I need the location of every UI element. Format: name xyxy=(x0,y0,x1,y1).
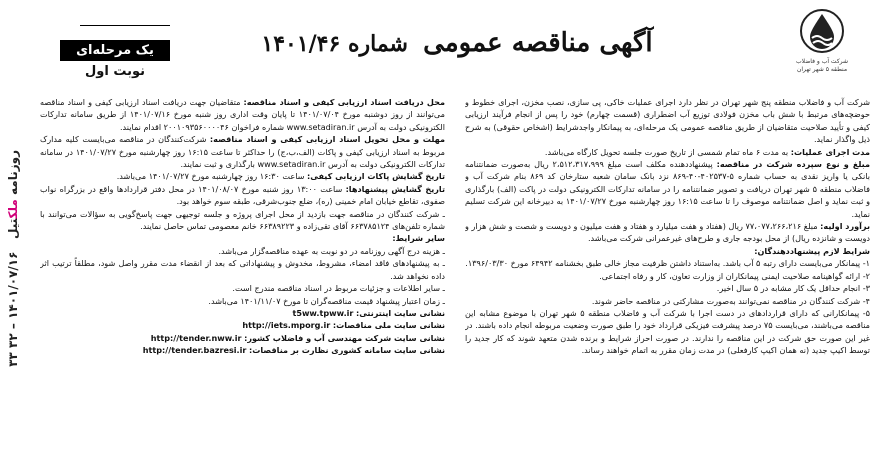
site-link-4[interactable]: http://tender.bazresi.ir xyxy=(142,345,247,356)
right-column xyxy=(465,96,870,458)
logo-caption-2: منطقه ۵ شهر تهران xyxy=(796,66,848,73)
duration-label: مدت اجرای عملیات: xyxy=(790,146,870,157)
contact-text: ـ شرکت کنندگان در مناقصه جهت بازدید از محل اجرای پروژه و جلسه توجیهی جهت پاسخ‌گویی به سؤالات می‌توانند با شماره تلفن‌های ۶۶۳۷۸۵۱۲۴ آقای تقی‌زاده و ۶۶۳۸۹۲۲۳ خانم معصومی تماس حاصل نمایند. xyxy=(40,208,445,232)
stage-badge: یک مرحله‌ای xyxy=(60,40,170,61)
site-label-4: نشانی سایت سامانه کشوری نظارت بر مناقصات: xyxy=(248,345,445,356)
logo-caption-1: شرکت آب و فاضلاب xyxy=(795,58,849,65)
title-block xyxy=(197,28,717,58)
newspaper-suffix: تیل xyxy=(6,218,20,240)
newspaper-side-strip xyxy=(0,0,34,467)
company-logo xyxy=(787,8,857,92)
other-condition-2: ـ به پیشنهادهای فاقد امضاء، مشروط، مخدوش و پیشنهاداتی که بعد از انقضاء مدت مقرر واصل شود، مطلقاً ترتیب اثر داده نخواهد شد. xyxy=(40,258,445,281)
condition-5: ۵- پیمانکارانی که دارای قراردادهای در دست اجرا با شرکت آب و فاضلاب منطقه ۵ شهر تهران با موضوع مشابه این مناقصه می‌باشند، می‌بایست ۷۵ درصد پیشرفت فیزیکی قرارداد خود را طبق صورت وضعیت مربوطه انجام داده باشند. در غیر این صورت حق شرکت در این مناقصه را ندارند. در صورت احراز شرایط و برنده شدن متعهد شوند که کار جدید را توسط اکیپ جدید (نه همان اکیپ کارفعلی) در مدت زمان مقرر به اتمام خواهند رساند. xyxy=(465,307,870,356)
tender-number: شماره ۱۴۰۱/۴۶ xyxy=(261,31,408,57)
site-link-2[interactable]: http://iets.mporg.ir xyxy=(242,320,331,331)
eval-opening-label: تاریخ گشایش پاکات ارزیابی کیفی: xyxy=(307,171,445,182)
docs-label: محل دریافت اسناد ارزیابی کیفی و اسناد مناقصه: xyxy=(243,97,445,107)
round-label: نوبت اول xyxy=(84,64,146,79)
condition-1: ۱- پیمانکار می‌بایست دارای رتبه ۵ آب باشد. به‌استناد داشتن ظرفیت مجاز خالی طبق بخشنامه ۶۴۹۴۲ مورخ ۱۳۹۶/۰۳/۳۰. xyxy=(465,258,870,269)
other-conditions-label: سایر شرایط: xyxy=(392,233,445,244)
left-column xyxy=(40,96,445,458)
deadline-label: مهلت و محل تحویل اسناد ارزیابی کیفی و اسناد مناقصه: xyxy=(209,134,445,145)
condition-3: ۳- انجام حداقل یک کار مشابه در ۵ سال اخیر. xyxy=(716,283,870,294)
condition-4: ۴- شرکت کنندگان در مناقصه نمی‌توانند به‌صورت مشارکتی در مناقصه حاضر شوند. xyxy=(591,295,870,306)
other-condition-3: ـ سایر اطلاعات و جزئیات مربوط در اسناد مناقصه مندرج است. xyxy=(232,283,445,294)
newspaper-date-code: ۱۴۰۱/۰۷/۱۶ – ۳۲ ۳۳ xyxy=(6,251,20,367)
ad-header xyxy=(40,0,877,92)
site-link-1[interactable]: t5ww.tpww.ir xyxy=(292,307,354,318)
site-label-2: نشانی سایت ملی مناقصات: xyxy=(332,320,445,331)
water-drop-logo-icon xyxy=(799,8,845,54)
intro-text: شرکت آب و فاضلاب منطقه پنج شهر تهران در نظر دارد اجرای عملیات خاکی، پی سازی، نصب مخزن، اجرای خطوط و حوضچه‌های مرتبط با شش باب مخزن فولادی توزیع آب اضطراری (قسمت چهارم) خود را پس از انجام فرآیند ارزیابی کیفی و تأیید صلاحیت متقاضیان از طریق مناقصه عمومی یک مرحله‌ای، به پیمانکار واجدشرایط (اشخاص حقوقی) به شرح ذیل واگذار نماید. xyxy=(465,97,870,145)
estimate-text: مبلغ ۷۷،۰۷۷،۲۶۶،۲۱۶ ریال (هفتاد و هفت میلیارد و هفتاد و هفت میلیون و دویست و شصت و شش هزار و دویست و شانزده ریال) از محل بودجه جاری و طرح‌های غیرعمرانی شرکت می‌باشد. xyxy=(465,221,870,244)
bid-opening-label: تاریخ گشایش پیشنهادها: xyxy=(345,183,445,194)
page-title: آگهی مناقصه عمومی xyxy=(423,28,653,58)
newspaper-prefix: روزنامه xyxy=(6,150,20,195)
newspaper-brand: ملک xyxy=(6,199,20,219)
header-divider xyxy=(80,25,170,26)
bid-opening-text: ساعت ۱۳:۰۰ روز شنبه مورخ ۱۴۰۱/۰۸/۰۷ در محل دفتر قراردادها واقع در بزرگراه نواب صفوی، تقاطع خیابان امام خمینی (ره)، ضلع جنوب‌شرقی، طبقه سوم خواهد بود. xyxy=(40,183,445,207)
condition-2: ۲- ارائه گواهینامه صلاحیت ایمنی پیمانکاران از وزارت تعاون، کار و رفاه اجتماعی. xyxy=(599,270,870,281)
conditions-label: شرایط لازم پیشنهاددهندگان: xyxy=(754,245,870,256)
docs-text: متقاضیان جهت دریافت اسناد ارزیابی کیفی و اسناد مناقصه می‌توانند از روز دوشنبه مورخ ۱۴۰۱/۰۷/۰۴ تا پایان وقت اداری روز شنبه مورخ ۱۴۰۱/۰۷/۱۶ از طریق سامانه تدارکات الکترونیکی دولت به آدرس www.setadiran.ir شماره فراخوان ۲۰۰۱۰۹۳۵۶۰۰۰۰۴۶ اقدام نمایند. xyxy=(40,97,445,132)
guarantee-label: مبلغ و نوع سپرده شرکت در مناقصه: xyxy=(716,159,870,170)
eval-opening-text: ساعت ۱۶:۳۰ روز چهارشنبه مورخ ۱۴۰۱/۰۷/۲۷ می‌باشد. xyxy=(116,171,305,182)
estimate-label: برآورد اولیه: xyxy=(820,221,870,232)
guarantee-text: پیشنهاددهنده مکلف است مبلغ ۲،۵۱۲،۳۱۷،۹۹۹ ریال به‌صورت ضمانتنامه بانکی یا واریز نقدی به حساب شماره ۵-۴۰۲۵۳۷-۴۰-۸۶۹ نزد بانک سامان شعبه ستارخان کد ۸۶۹ بنام شرکت آب و فاضلاب منطقه ۵ شهر تهران دریافت و تصویر ضمانتنامه را در سامانه تدارکات الکترونیکی دولت در پاکت (الف) بارگذاری و ثبت نماید و اصل ضمانتنامه موصوف را تا ساعت ۱۶:۱۵ روز چهارشنبه مورخ ۱۴۰۱/۰۷/۲۷ به دبیرخانه این شرکت تسلیم نماید. xyxy=(465,159,870,219)
site-link-3[interactable]: http://tender.nww.ir xyxy=(150,332,242,343)
deadline-text: شرکت‌کنندگان در مناقصه می‌بایست کلیه مدارک مربوط به اسناد ارزیابی کیفی و پاکات (الف،ب،ج) را حداکثر تا ساعت ۱۶:۱۵ روز چهارشنبه مورخ ۱۴۰۱/۰۷/۲۷ در سامانه تدارکات الکترونیکی دولت به آدرس www.setadiran.ir بارگذاری و ثبت نمایند. xyxy=(40,134,445,170)
other-condition-4: ـ زمان اعتبار پیشنهاد قیمت مناقصه‌گران تا مورخ ۱۴۰۱/۱۱/۰۷ می‌باشد. xyxy=(208,295,445,306)
duration-text: به مدت ۶ ماه تمام شمسی از تاریخ صورت جلسه تحویل کارگاه می‌باشد. xyxy=(544,146,789,157)
site-label-1: نشانی سایت اینترنتی: xyxy=(355,307,445,318)
site-label-3: نشانی سایت شرکت مهندسی آب و فاضلاب کشور: xyxy=(244,332,445,343)
newspaper-name xyxy=(6,150,20,367)
ad-body xyxy=(40,96,870,458)
other-condition-1: ـ هزینه درج آگهی روزنامه در دو نوبت به عهده مناقصه‌گزار می‌باشد. xyxy=(218,245,445,256)
